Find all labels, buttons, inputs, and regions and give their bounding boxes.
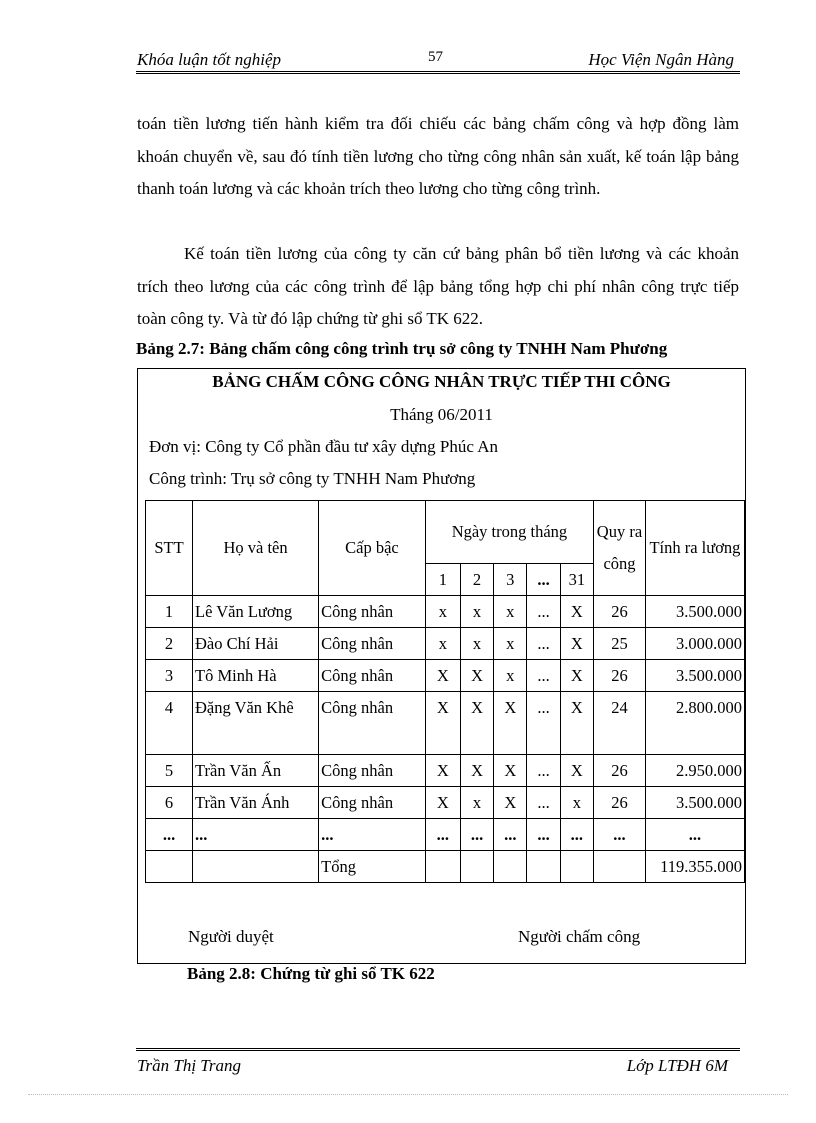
cell-day: ... <box>560 819 593 851</box>
footer-author: Trần Thị Trang <box>137 1056 241 1075</box>
col-stt: STT <box>146 501 193 596</box>
cell-day: X <box>494 755 527 787</box>
cell-day: X <box>460 755 493 787</box>
cell-stt: 3 <box>146 660 193 692</box>
cell-rank: Công nhân <box>319 692 426 755</box>
total-salary: 119.355.000 <box>645 851 744 883</box>
cell-day: X <box>494 787 527 819</box>
table-row <box>146 787 745 819</box>
cell-day: X <box>425 787 460 819</box>
cell-day: x <box>460 628 493 660</box>
page-number: 57 <box>428 49 443 65</box>
sheet-month: Tháng 06/2011 <box>390 405 493 424</box>
approver-label: Người duyệt <box>188 927 274 946</box>
cell-name: Đào Chí Hải <box>193 628 319 660</box>
cell-empty <box>527 851 560 883</box>
cell-day: ... <box>527 660 560 692</box>
day-label: 2 <box>460 564 493 596</box>
cell-day: X <box>560 596 593 628</box>
cell-name: ... <box>193 819 319 851</box>
cell-empty <box>425 851 460 883</box>
header-right: Học Viện Ngân Hàng <box>588 50 734 69</box>
cell-day: x <box>494 596 527 628</box>
cell-day: ... <box>527 787 560 819</box>
cell-day: ... <box>527 692 560 755</box>
day-label: 3 <box>494 564 527 596</box>
cell-name: Trần Văn Ấn <box>193 755 319 787</box>
cell-day: ... <box>527 819 560 851</box>
cell-day: x <box>460 787 493 819</box>
cell-day: X <box>425 755 460 787</box>
col-workdays: Quy ra công <box>594 501 646 596</box>
cell-day: X <box>460 660 493 692</box>
table-row <box>146 660 745 692</box>
cell-rank: Công nhân <box>319 787 426 819</box>
cell-salary: ... <box>645 819 744 851</box>
footer-rule <box>136 1048 740 1049</box>
cell-workdays: 24 <box>594 692 646 755</box>
cell-day: x <box>494 628 527 660</box>
cell-empty <box>560 851 593 883</box>
cell-day: ... <box>425 819 460 851</box>
next-caption: Bảng 2.8: Chứng từ ghi sổ TK 622 <box>187 964 435 983</box>
cell-stt: 6 <box>146 787 193 819</box>
cell-name: Tô Minh Hà <box>193 660 319 692</box>
paragraph-1: toán tiền lương tiến hành kiểm tra đối chiếu các bảng chấm công và hợp đồng làm khoán chuyển về, sau đó tính tiền lương cho từng công nhân sản xuất, kế toán lập bảng thanh toán lương và các khoản trích theo lương cho từng công trình. <box>137 114 739 198</box>
cell-day: X <box>560 755 593 787</box>
cell-rank: Công nhân <box>319 755 426 787</box>
cell-workdays: 25 <box>594 628 646 660</box>
cell-empty <box>594 851 646 883</box>
header-rule-double <box>136 73 740 74</box>
cell-rank: Công nhân <box>319 628 426 660</box>
sheet-work: Công trình: Trụ sở công ty TNHH Nam Phương <box>149 469 476 488</box>
table-row-ellipsis <box>146 819 745 851</box>
cell-empty <box>193 851 319 883</box>
attendance-table <box>145 500 745 883</box>
cell-day: X <box>560 628 593 660</box>
cell-day: ... <box>494 819 527 851</box>
total-row <box>146 851 745 883</box>
timekeeper-label: Người chấm công <box>518 927 641 946</box>
cell-empty <box>460 851 493 883</box>
cell-day: x <box>494 660 527 692</box>
col-days: Ngày trong tháng <box>425 501 593 564</box>
table-row <box>146 755 745 787</box>
sheet-title: BẢNG CHẤM CÔNG CÔNG NHÂN TRỰC TIẾP THI CÔNG <box>212 372 671 391</box>
cell-stt: 2 <box>146 628 193 660</box>
cell-salary: 2.800.000 <box>645 692 744 755</box>
cell-rank: ... <box>319 819 426 851</box>
day-label: ... <box>527 564 560 596</box>
cell-workdays: 26 <box>594 660 646 692</box>
cell-name: Lê Văn Lương <box>193 596 319 628</box>
cell-day: x <box>425 628 460 660</box>
cell-workdays: 26 <box>594 787 646 819</box>
cell-name: Trần Văn Ánh <box>193 787 319 819</box>
cell-rank: Công nhân <box>319 660 426 692</box>
cell-day: ... <box>527 755 560 787</box>
col-rank: Cấp bậc <box>319 501 426 596</box>
cell-day: ... <box>527 596 560 628</box>
cell-salary: 3.500.000 <box>645 596 744 628</box>
paragraph-2: Kế toán tiền lương của công ty căn cứ bảng phân bổ tiền lương và các khoản trích theo lương của các công trình để lập bảng tổng hợp chi phí nhân công trực tiếp toàn công ty. Và từ đó lập chứng từ ghi sổ TK 622. <box>137 244 739 328</box>
table-row <box>146 628 745 660</box>
cell-day: X <box>560 692 593 755</box>
footer-class: Lớp LTĐH 6M <box>626 1056 728 1075</box>
col-name: Họ và tên <box>193 501 319 596</box>
cell-salary: 3.500.000 <box>645 660 744 692</box>
cell-day: X <box>425 660 460 692</box>
cell-day: X <box>460 692 493 755</box>
cell-day: X <box>494 692 527 755</box>
cell-salary: 3.500.000 <box>645 787 744 819</box>
cell-salary: 2.950.000 <box>645 755 744 787</box>
cell-stt: 1 <box>146 596 193 628</box>
cell-day: x <box>425 596 460 628</box>
table-row <box>146 596 745 628</box>
footer-rule-double <box>136 1050 740 1051</box>
cell-empty <box>494 851 527 883</box>
cell-day: x <box>560 787 593 819</box>
cell-stt: 4 <box>146 692 193 755</box>
sheet-unit: Đơn vị: Công ty Cổ phần đầu tư xây dựng Phúc An <box>149 437 498 456</box>
cell-day: x <box>460 596 493 628</box>
cell-day: ... <box>527 628 560 660</box>
col-salary: Tính ra lương <box>645 501 744 596</box>
attendance-sheet <box>137 368 746 964</box>
cell-stt: 5 <box>146 755 193 787</box>
header-left: Khóa luận tốt nghiệp <box>137 50 282 69</box>
table-row <box>146 692 745 755</box>
cell-stt: ... <box>146 819 193 851</box>
cell-workdays: ... <box>594 819 646 851</box>
cell-empty <box>146 851 193 883</box>
cell-day: X <box>425 692 460 755</box>
table-caption: Bảng 2.7: Bảng chấm công công trình trụ sở công ty TNHH Nam Phương <box>136 339 668 358</box>
day-label: 1 <box>425 564 460 596</box>
cell-name: Đặng Văn Khê <box>193 692 319 755</box>
cell-workdays: 26 <box>594 755 646 787</box>
total-label: Tổng <box>319 851 426 883</box>
cell-day: ... <box>460 819 493 851</box>
cell-workdays: 26 <box>594 596 646 628</box>
page-bottom-divider <box>28 1094 788 1095</box>
cell-day: X <box>560 660 593 692</box>
day-label: 31 <box>560 564 593 596</box>
cell-salary: 3.000.000 <box>645 628 744 660</box>
header-rule <box>136 71 740 72</box>
cell-rank: Công nhân <box>319 596 426 628</box>
